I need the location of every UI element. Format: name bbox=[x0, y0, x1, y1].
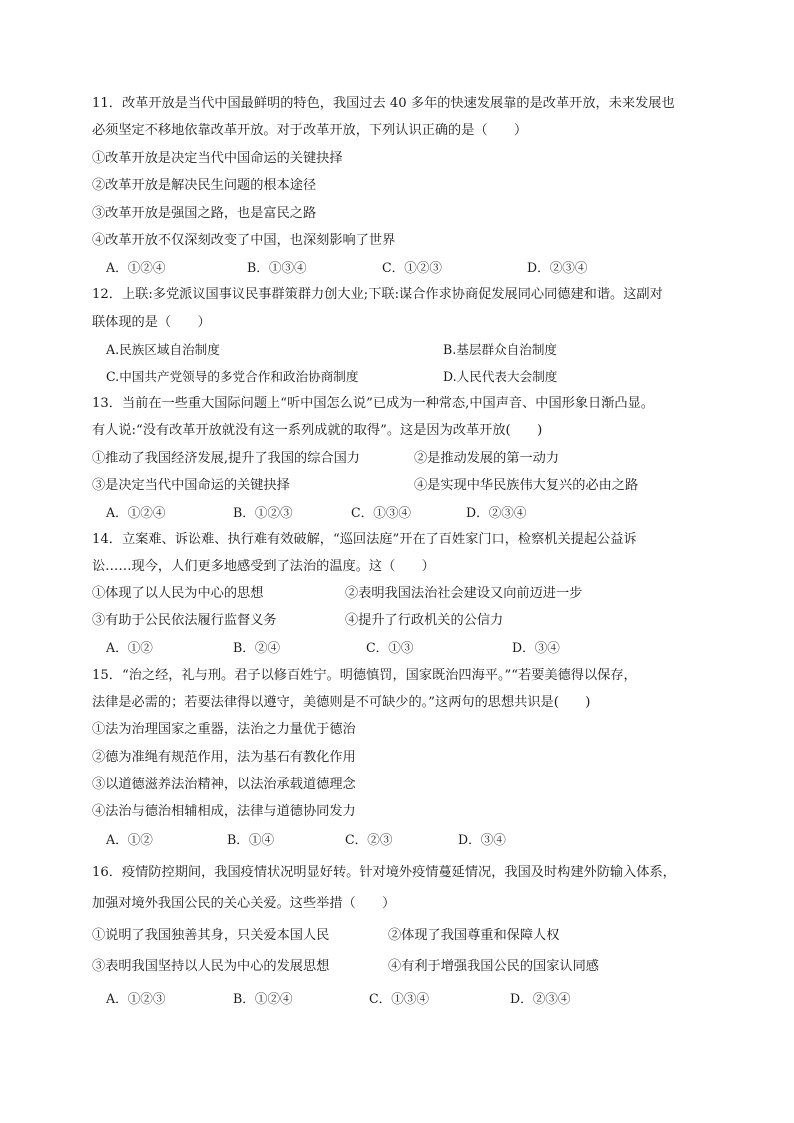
question-stem-line: 15．“治之经，礼与刑。君子以修百姓宁。明德慎罚，国家既治四海平。”“若要美德得以保存， bbox=[92, 668, 637, 683]
choice-c[interactable]: C．①③ bbox=[366, 640, 414, 655]
statement: ①说明了我国独善其身，只关爱本国人民 bbox=[92, 928, 330, 943]
statement: ③改革开放是强国之路，也是富民之路 bbox=[92, 206, 317, 221]
choice-d[interactable]: D．②③④ bbox=[466, 505, 527, 520]
statement: ④有利于增强我国公民的国家认同感 bbox=[388, 959, 599, 974]
question-stem-line: 11．改革开放是当代中国最鲜明的特色，我国过去 40 多年的快速发展靠的是改革开放，未来发展也 bbox=[92, 96, 675, 111]
choice-b[interactable]: B．①④ bbox=[227, 832, 275, 847]
choice-d[interactable]: D．③④ bbox=[458, 832, 506, 847]
choice-a[interactable]: A．①②④ bbox=[106, 505, 166, 520]
question-stem-line: 有人说:“没有改革开放就没有这一系列成就的取得”。这是因为改革开放( ) bbox=[92, 423, 543, 438]
choice-c[interactable]: C．①③④ bbox=[351, 505, 412, 520]
question-stem-line: 16．疫情防控期间，我国疫情状况明显好转。针对境外疫情蔓延情况，我国及时构建外防输入体系， bbox=[92, 865, 676, 880]
statement: ①改革开放是决定当代中国命运的关键抉择 bbox=[92, 151, 343, 166]
question-stem-line: 必须坚定不移地依靠改革开放。对于改革开放，下列认识正确的是（ ） bbox=[92, 123, 528, 138]
question-stem-line: 讼……现今，人们更多地感受到了法治的温度。这（ ） bbox=[92, 559, 435, 574]
question-stem-line: 联体现的是（ ） bbox=[92, 315, 211, 330]
choice-d[interactable]: D．③④ bbox=[512, 640, 560, 655]
choice-c[interactable]: C．②③ bbox=[345, 832, 393, 847]
choice-d[interactable]: D．②③④ bbox=[527, 260, 588, 275]
statement: ④改革开放不仅深刻改变了中国，也深刻影响了世界 bbox=[92, 233, 396, 248]
statement: ①法为治理国家之重器，法治之力量优于德治 bbox=[92, 722, 356, 737]
statement: ④是实现中华民族伟大复兴的必由之路 bbox=[414, 478, 639, 493]
choice-b[interactable]: B．①③④ bbox=[247, 260, 307, 275]
choice-d[interactable]: D．②③④ bbox=[510, 991, 571, 1006]
choice-d[interactable]: D.人民代表大会制度 bbox=[443, 369, 558, 384]
question-stem-line: 12．上联:多党派议国事议民事群策群力创大业;下联:谋合作求协商促发展同心同德建和谐。这副对 bbox=[92, 287, 663, 302]
choice-a[interactable]: A．①② bbox=[106, 832, 153, 847]
choice-b[interactable]: B．①②③ bbox=[233, 505, 293, 520]
choice-c[interactable]: C．①③④ bbox=[369, 991, 430, 1006]
statement: ①推动了我国经济发展,提升了我国的综合国力 bbox=[92, 451, 360, 466]
choice-c[interactable]: C．①②③ bbox=[382, 260, 443, 275]
choice-c[interactable]: C.中国共产党领导的多党合作和政治协商制度 bbox=[106, 369, 359, 384]
choice-b[interactable]: B.基层群众自治制度 bbox=[443, 342, 558, 357]
question-stem-line: 14．立案难、诉讼难、执行难有效破解，“巡回法庭”开在了百姓家门口，检察机关提起公益诉 bbox=[92, 532, 637, 547]
statement: ②改革开放是解决民生问题的根本途径 bbox=[92, 178, 317, 193]
question-stem-line: 加强对境外我国公民的关心关爱。这些举措（ ） bbox=[92, 896, 396, 911]
statement: ③表明我国坚持以人民为中心的发展思想 bbox=[92, 959, 330, 974]
statement: ②是推动发展的第一动力 bbox=[414, 451, 560, 466]
statement: ②体现了我国尊重和保障人权 bbox=[388, 928, 560, 943]
statement: ②德为准绳有规范作用，法为基石有教化作用 bbox=[92, 750, 356, 765]
question-stem-line: 法律是必需的；若要法律得以遵守，美德则是不可缺少的。”这两句的思想共识是( ) bbox=[92, 695, 591, 710]
statement: ②表明我国法治社会建设又向前迈进一步 bbox=[345, 586, 583, 601]
statement: ③以道德滋养法治精神，以法治承载道德理念 bbox=[92, 777, 356, 792]
statement: ①体现了以人民为中心的思想 bbox=[92, 586, 264, 601]
choice-a[interactable]: A．①② bbox=[106, 640, 153, 655]
question-stem-line: 13．当前在一些重大国际问题上“听中国怎么说”已成为一种常态,中国声音、中国形象日渐凸显。 bbox=[92, 396, 654, 411]
choice-a[interactable]: A．①②④ bbox=[106, 260, 166, 275]
statement: ④法治与德治相辅相成，法律与道德协同发力 bbox=[92, 804, 356, 819]
choice-a[interactable]: A．①②③ bbox=[106, 991, 166, 1006]
choice-b[interactable]: B．②④ bbox=[233, 640, 281, 655]
choice-b[interactable]: B．①②④ bbox=[233, 991, 293, 1006]
statement: ③有助于公民依法履行监督义务 bbox=[92, 613, 277, 628]
statement: ④提升了行政机关的公信力 bbox=[345, 613, 504, 628]
choice-a[interactable]: A.民族区域自治制度 bbox=[106, 342, 220, 357]
statement: ③是决定当代中国命运的关键抉择 bbox=[92, 478, 290, 493]
